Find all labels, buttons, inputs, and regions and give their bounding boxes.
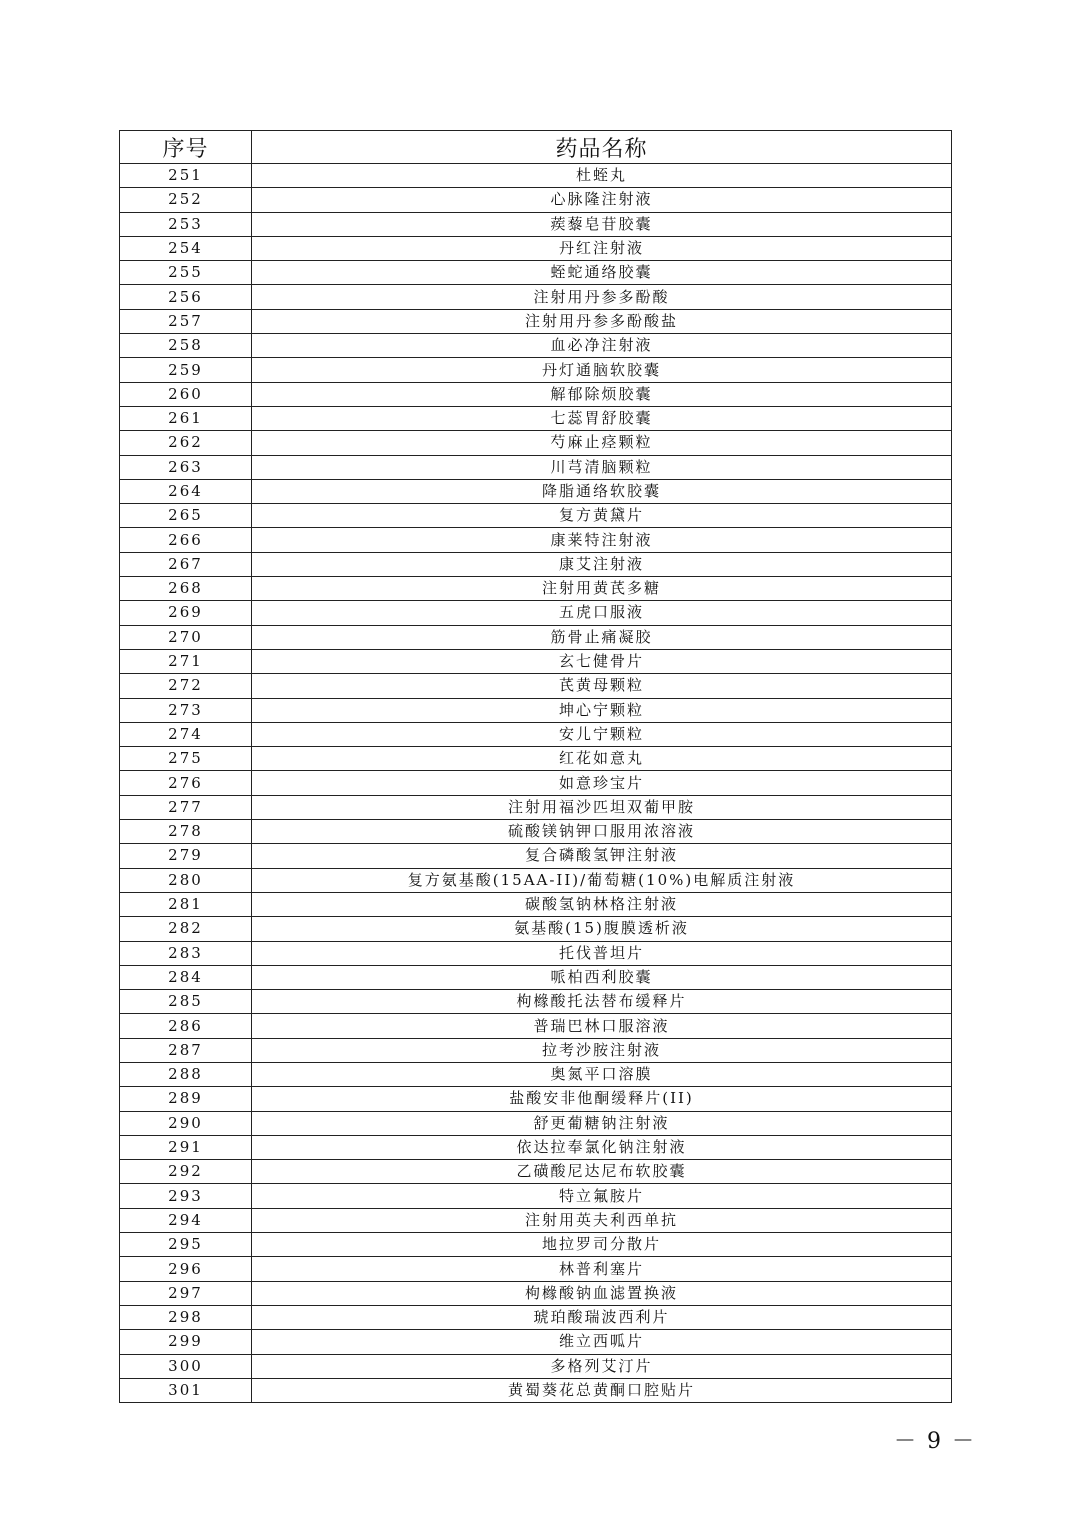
table-row <box>120 820 952 844</box>
serial-number-cell: 280 <box>120 868 252 892</box>
table-row <box>120 965 952 989</box>
drug-name-cell: 红花如意丸 <box>252 747 952 771</box>
drug-name-cell: 复方氨基酸(15AA-II)/葡萄糖(10%)电解质注射液 <box>252 868 952 892</box>
header-serial-number: 序号 <box>120 131 252 164</box>
table-row <box>120 747 952 771</box>
table-row <box>120 164 952 188</box>
drug-name-cell: 复方黄黛片 <box>252 504 952 528</box>
drug-name-cell: 筋骨止痛凝胶 <box>252 625 952 649</box>
drug-name-cell: 心脉隆注射液 <box>252 188 952 212</box>
header-row <box>120 131 952 164</box>
drug-name-cell: 芪黄母颗粒 <box>252 674 952 698</box>
drug-name-cell: 枸橼酸托法替布缓释片 <box>252 990 952 1014</box>
serial-number-cell: 278 <box>120 820 252 844</box>
drug-name-cell: 注射用丹参多酚酸盐 <box>252 309 952 333</box>
serial-number-cell: 294 <box>120 1208 252 1232</box>
table-row <box>120 868 952 892</box>
drug-name-cell: 蒺藜皂苷胶囊 <box>252 212 952 236</box>
serial-number-cell: 270 <box>120 625 252 649</box>
drug-name-cell: 盐酸安非他酮缓释片(II) <box>252 1087 952 1111</box>
drug-name-cell: 特立氟胺片 <box>252 1184 952 1208</box>
drug-name-cell: 碳酸氢钠林格注射液 <box>252 892 952 916</box>
table-row <box>120 795 952 819</box>
table-row <box>120 1135 952 1159</box>
serial-number-cell: 276 <box>120 771 252 795</box>
drug-name-cell: 坤心宁颗粒 <box>252 698 952 722</box>
drug-name-cell: 七蕊胃舒胶囊 <box>252 406 952 430</box>
table-row <box>120 504 952 528</box>
drug-name-cell: 舒更葡糖钠注射液 <box>252 1111 952 1135</box>
serial-number-cell: 291 <box>120 1135 252 1159</box>
table-header <box>120 131 952 164</box>
serial-number-cell: 255 <box>120 261 252 285</box>
drug-name-cell: 氨基酸(15)腹膜透析液 <box>252 917 952 941</box>
table-row <box>120 285 952 309</box>
serial-number-cell: 267 <box>120 552 252 576</box>
drug-name-cell: 哌柏西利胶囊 <box>252 965 952 989</box>
table-row <box>120 1257 952 1281</box>
table-row <box>120 625 952 649</box>
drug-name-cell: 康莱特注射液 <box>252 528 952 552</box>
serial-number-cell: 297 <box>120 1281 252 1305</box>
table-row <box>120 771 952 795</box>
table-row <box>120 1038 952 1062</box>
serial-number-cell: 301 <box>120 1378 252 1402</box>
drug-name-cell: 杜蛭丸 <box>252 164 952 188</box>
serial-number-cell: 296 <box>120 1257 252 1281</box>
serial-number-cell: 252 <box>120 188 252 212</box>
serial-number-cell: 292 <box>120 1160 252 1184</box>
table-row <box>120 309 952 333</box>
serial-number-cell: 269 <box>120 601 252 625</box>
table-row <box>120 455 952 479</box>
table-row <box>120 1233 952 1257</box>
serial-number-cell: 289 <box>120 1087 252 1111</box>
drug-name-cell: 地拉罗司分散片 <box>252 1233 952 1257</box>
drug-name-cell: 硫酸镁钠钾口服用浓溶液 <box>252 820 952 844</box>
serial-number-cell: 273 <box>120 698 252 722</box>
table-row <box>120 601 952 625</box>
table-row <box>120 1014 952 1038</box>
drug-list-table <box>119 130 952 1403</box>
table-row <box>120 1354 952 1378</box>
table-row <box>120 528 952 552</box>
drug-name-cell: 乙磺酸尼达尼布软胶囊 <box>252 1160 952 1184</box>
drug-name-cell: 拉考沙胺注射液 <box>252 1038 952 1062</box>
table-row <box>120 917 952 941</box>
table-row <box>120 212 952 236</box>
drug-name-cell: 依达拉奉氯化钠注射液 <box>252 1135 952 1159</box>
drug-name-cell: 川芎清脑颗粒 <box>252 455 952 479</box>
drug-name-cell: 丹红注射液 <box>252 236 952 260</box>
drug-name-cell: 奥氮平口溶膜 <box>252 1062 952 1086</box>
drug-name-cell: 注射用英夫利西单抗 <box>252 1208 952 1232</box>
table-row <box>120 1062 952 1086</box>
table-row <box>120 941 952 965</box>
table-row <box>120 844 952 868</box>
table-row <box>120 1087 952 1111</box>
serial-number-cell: 268 <box>120 577 252 601</box>
drug-name-cell: 复合磷酸氢钾注射液 <box>252 844 952 868</box>
serial-number-cell: 277 <box>120 795 252 819</box>
serial-number-cell: 283 <box>120 941 252 965</box>
drug-name-cell: 如意珍宝片 <box>252 771 952 795</box>
drug-name-cell: 玄七健骨片 <box>252 649 952 673</box>
serial-number-cell: 279 <box>120 844 252 868</box>
serial-number-cell: 293 <box>120 1184 252 1208</box>
serial-number-cell: 295 <box>120 1233 252 1257</box>
table-row <box>120 431 952 455</box>
serial-number-cell: 271 <box>120 649 252 673</box>
table-row <box>120 334 952 358</box>
drug-name-cell: 丹灯通脑软胶囊 <box>252 358 952 382</box>
table-row <box>120 1305 952 1329</box>
serial-number-cell: 272 <box>120 674 252 698</box>
serial-number-cell: 282 <box>120 917 252 941</box>
serial-number-cell: 290 <box>120 1111 252 1135</box>
serial-number-cell: 284 <box>120 965 252 989</box>
drug-name-cell: 康艾注射液 <box>252 552 952 576</box>
drug-name-cell: 安儿宁颗粒 <box>252 722 952 746</box>
table-row <box>120 1111 952 1135</box>
table-row <box>120 1208 952 1232</box>
table-row <box>120 236 952 260</box>
serial-number-cell: 264 <box>120 479 252 503</box>
serial-number-cell: 288 <box>120 1062 252 1086</box>
table-body <box>120 164 952 1403</box>
drug-name-cell: 维立西呱片 <box>252 1330 952 1354</box>
serial-number-cell: 257 <box>120 309 252 333</box>
table-row <box>120 1378 952 1402</box>
serial-number-cell: 274 <box>120 722 252 746</box>
table-row <box>120 722 952 746</box>
drug-name-cell: 注射用丹参多酚酸 <box>252 285 952 309</box>
table-row <box>120 1281 952 1305</box>
drug-name-cell: 注射用黄芪多糖 <box>252 577 952 601</box>
drug-name-cell: 降脂通络软胶囊 <box>252 479 952 503</box>
table-row <box>120 358 952 382</box>
serial-number-cell: 265 <box>120 504 252 528</box>
table-row <box>120 892 952 916</box>
serial-number-cell: 254 <box>120 236 252 260</box>
drug-name-cell: 枸橼酸钠血滤置换液 <box>252 1281 952 1305</box>
serial-number-cell: 266 <box>120 528 252 552</box>
drug-name-cell: 黄蜀葵花总黄酮口腔贴片 <box>252 1378 952 1402</box>
serial-number-cell: 285 <box>120 990 252 1014</box>
page-number: － 9 － <box>894 1429 976 1454</box>
table-row <box>120 382 952 406</box>
table-row <box>120 1330 952 1354</box>
table-row <box>120 649 952 673</box>
table-row <box>120 577 952 601</box>
drug-name-cell: 多格列艾汀片 <box>252 1354 952 1378</box>
table-row <box>120 261 952 285</box>
drug-name-cell: 普瑞巴林口服溶液 <box>252 1014 952 1038</box>
serial-number-cell: 251 <box>120 164 252 188</box>
drug-name-cell: 注射用福沙匹坦双葡甲胺 <box>252 795 952 819</box>
drug-name-cell: 芍麻止痉颗粒 <box>252 431 952 455</box>
serial-number-cell: 298 <box>120 1305 252 1329</box>
serial-number-cell: 281 <box>120 892 252 916</box>
table-row <box>120 1160 952 1184</box>
drug-name-cell: 蛭蛇通络胶囊 <box>252 261 952 285</box>
serial-number-cell: 259 <box>120 358 252 382</box>
table-row <box>120 188 952 212</box>
serial-number-cell: 299 <box>120 1330 252 1354</box>
drug-name-cell: 托伐普坦片 <box>252 941 952 965</box>
table-row <box>120 479 952 503</box>
table-row <box>120 1184 952 1208</box>
serial-number-cell: 300 <box>120 1354 252 1378</box>
table-row <box>120 674 952 698</box>
drug-name-cell: 五虎口服液 <box>252 601 952 625</box>
serial-number-cell: 275 <box>120 747 252 771</box>
serial-number-cell: 262 <box>120 431 252 455</box>
table-row <box>120 406 952 430</box>
drug-name-cell: 林普利塞片 <box>252 1257 952 1281</box>
serial-number-cell: 263 <box>120 455 252 479</box>
table-row <box>120 552 952 576</box>
serial-number-cell: 286 <box>120 1014 252 1038</box>
table-row <box>120 698 952 722</box>
serial-number-cell: 261 <box>120 406 252 430</box>
drug-name-cell: 血必净注射液 <box>252 334 952 358</box>
header-drug-name: 药品名称 <box>252 131 952 164</box>
serial-number-cell: 256 <box>120 285 252 309</box>
serial-number-cell: 253 <box>120 212 252 236</box>
drug-name-cell: 琥珀酸瑞波西利片 <box>252 1305 952 1329</box>
serial-number-cell: 287 <box>120 1038 252 1062</box>
serial-number-cell: 258 <box>120 334 252 358</box>
serial-number-cell: 260 <box>120 382 252 406</box>
drug-name-cell: 解郁除烦胶囊 <box>252 382 952 406</box>
table-row <box>120 990 952 1014</box>
